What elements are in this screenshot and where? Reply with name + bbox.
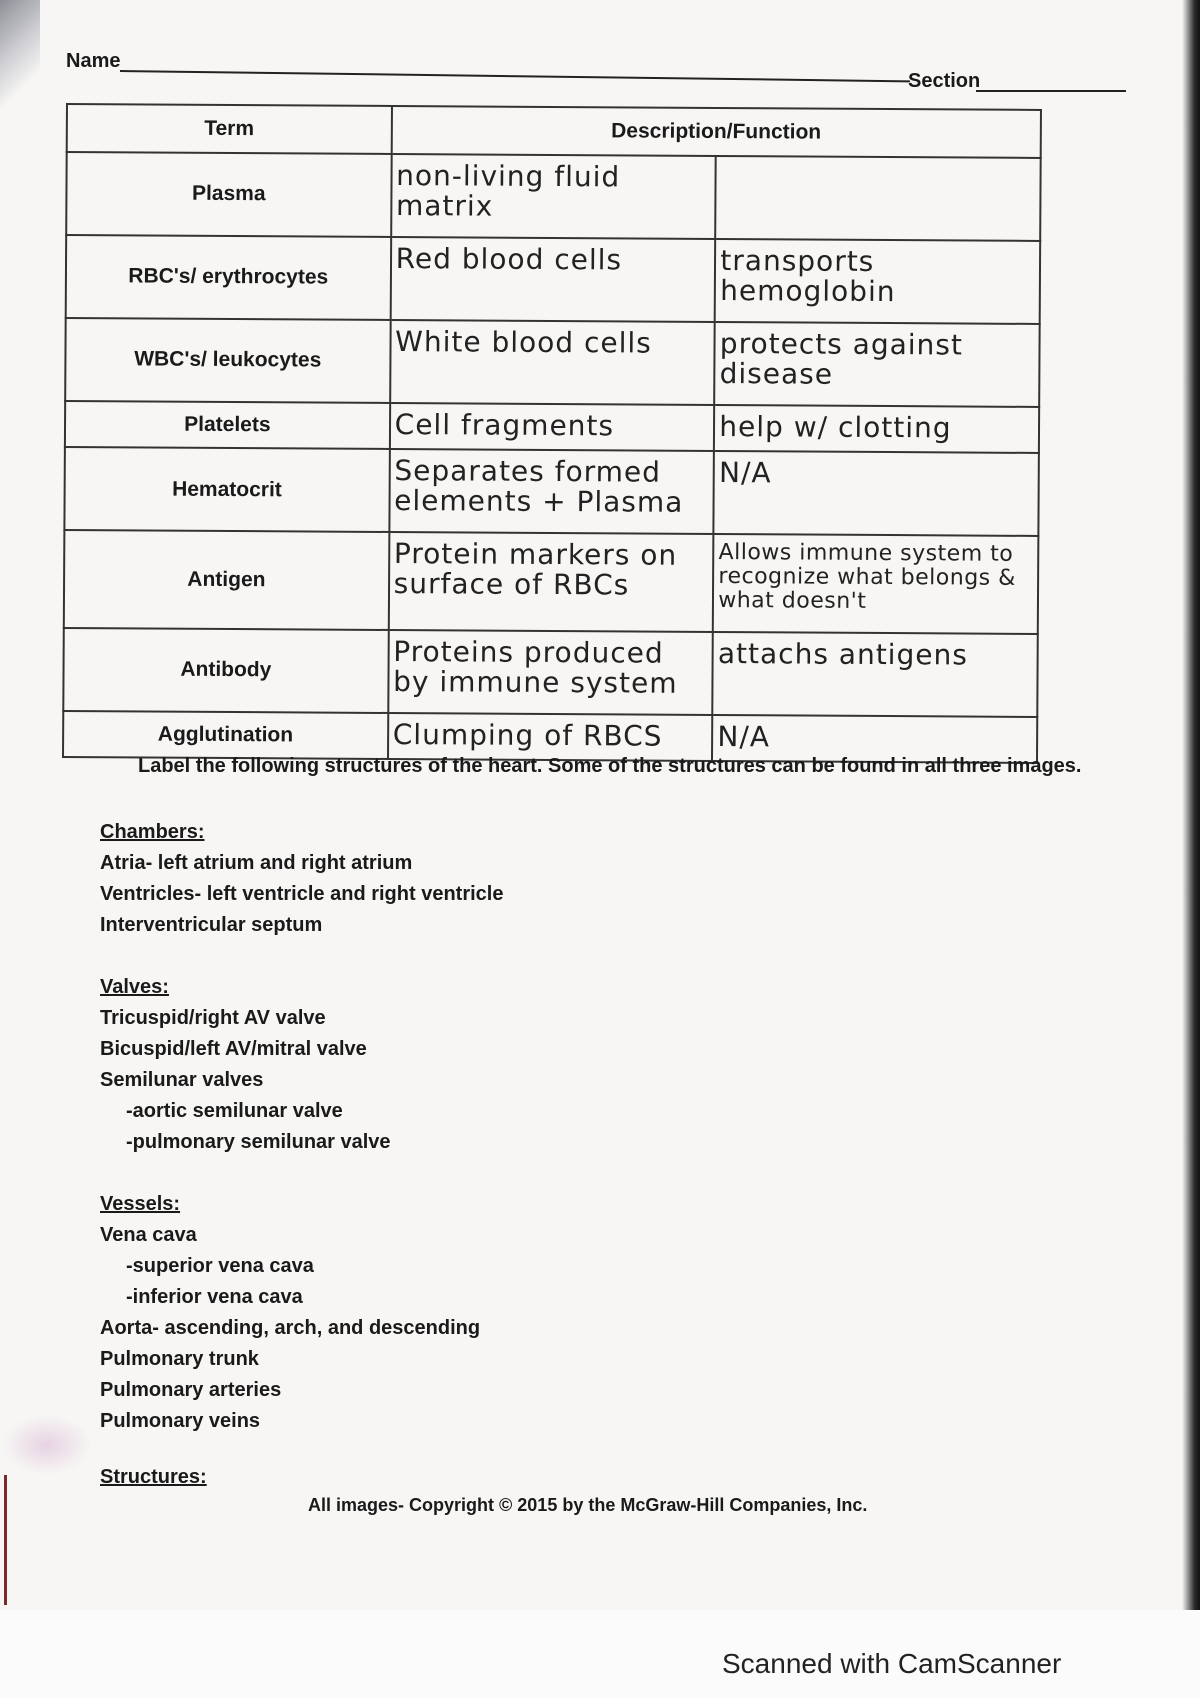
table-row xyxy=(66,235,1040,324)
description-cell: Clumping of RBCS xyxy=(388,713,713,761)
highlighter-smudge xyxy=(2,1415,92,1475)
section-heading: Structures: xyxy=(100,1466,207,1488)
term-cell: Agglutination xyxy=(63,711,388,759)
function-cell: N/A xyxy=(712,715,1037,763)
camscanner-watermark: Scanned with CamScanner xyxy=(722,1648,1062,1679)
table-row xyxy=(65,401,1039,453)
term-cell: Platelets xyxy=(65,401,390,449)
description-cell: White blood cells xyxy=(390,320,715,405)
list-item: Interventricular septum xyxy=(100,914,323,936)
list-item: Bicuspid/left AV/mitral valve xyxy=(100,1038,367,1060)
section-heading: Valves: xyxy=(100,976,169,998)
function-cell: N/A xyxy=(714,451,1039,536)
list-item: Semilunar valves xyxy=(100,1069,264,1091)
table-header-row xyxy=(67,104,1041,158)
list-subitem: -superior vena cava xyxy=(126,1255,314,1277)
section-heading: Chambers: xyxy=(100,821,205,843)
description-cell: Cell fragments xyxy=(390,403,715,451)
function-cell: Allows immune system to recognize what belongs & what doesn't xyxy=(713,534,1038,634)
term-column-header: Term xyxy=(67,104,392,154)
section-heading: Vessels: xyxy=(100,1193,181,1215)
copyright-notice: All images- Copyright © 2015 by the McGraw-Hill Companies, Inc. xyxy=(308,1495,868,1515)
section-field-line xyxy=(976,90,1126,92)
name-field-line xyxy=(120,70,910,82)
function-cell: transports hemoglobin xyxy=(715,239,1040,324)
term-cell: Plasma xyxy=(66,152,391,237)
margin-mark xyxy=(4,1475,7,1605)
term-cell: Antibody xyxy=(63,628,388,713)
description-cell: Separates formed elements + Plasma xyxy=(389,449,714,534)
description-cell: Red blood cells xyxy=(390,237,715,322)
list-item: Vena cava xyxy=(100,1224,197,1246)
list-item: Tricuspid/right AV valve xyxy=(100,1007,326,1029)
term-cell: Antigen xyxy=(64,530,389,630)
table-row xyxy=(64,447,1038,536)
list-subitem: -pulmonary semilunar valve xyxy=(126,1131,391,1153)
list-item: Pulmonary veins xyxy=(100,1410,261,1432)
term-cell: WBC's/ leukocytes xyxy=(65,318,390,403)
function-cell: protects against disease xyxy=(714,322,1039,407)
term-cell: Hematocrit xyxy=(64,447,389,532)
page-edge-shadow xyxy=(1182,0,1200,1610)
page-fold-shadow xyxy=(0,0,40,110)
list-item: Pulmonary trunk xyxy=(100,1348,259,1370)
description-cell: non-living fluid matrix xyxy=(391,154,716,239)
list-item: Aorta- ascending, arch, and descending xyxy=(100,1317,481,1339)
function-cell: attachs antigens xyxy=(713,632,1038,717)
list-subitem: -aortic semilunar valve xyxy=(126,1100,343,1122)
description-column-header: Description/Function xyxy=(391,106,1041,158)
description-cell: Protein markers on surface of RBCs xyxy=(388,532,713,632)
vessels-section xyxy=(100,1189,480,1437)
list-item: Pulmonary arteries xyxy=(100,1379,282,1401)
list-subitem: -inferior vena cava xyxy=(126,1286,303,1308)
function-cell: help w/ clotting xyxy=(714,405,1039,453)
table-row xyxy=(65,318,1039,407)
table-row xyxy=(66,152,1040,241)
list-item: Atria- left atrium and right atrium xyxy=(100,852,413,874)
function-cell xyxy=(715,156,1040,241)
table-row xyxy=(63,628,1037,717)
instructions-text: Label the following structures of the heart. Some of the structures can be found in all three images. xyxy=(138,755,1082,777)
term-cell: RBC's/ erythrocytes xyxy=(66,235,391,320)
list-item: Ventricles- left ventricle and right ventricle xyxy=(100,883,504,905)
valves-section xyxy=(100,972,391,1158)
name-label: Name xyxy=(66,50,121,72)
section-label: Section xyxy=(908,70,981,92)
structures-section xyxy=(100,1462,207,1493)
blood-terms-table xyxy=(62,103,1042,764)
table-row xyxy=(64,530,1039,634)
chambers-section xyxy=(100,817,503,941)
description-cell: Proteins produced by immune system xyxy=(388,630,713,715)
